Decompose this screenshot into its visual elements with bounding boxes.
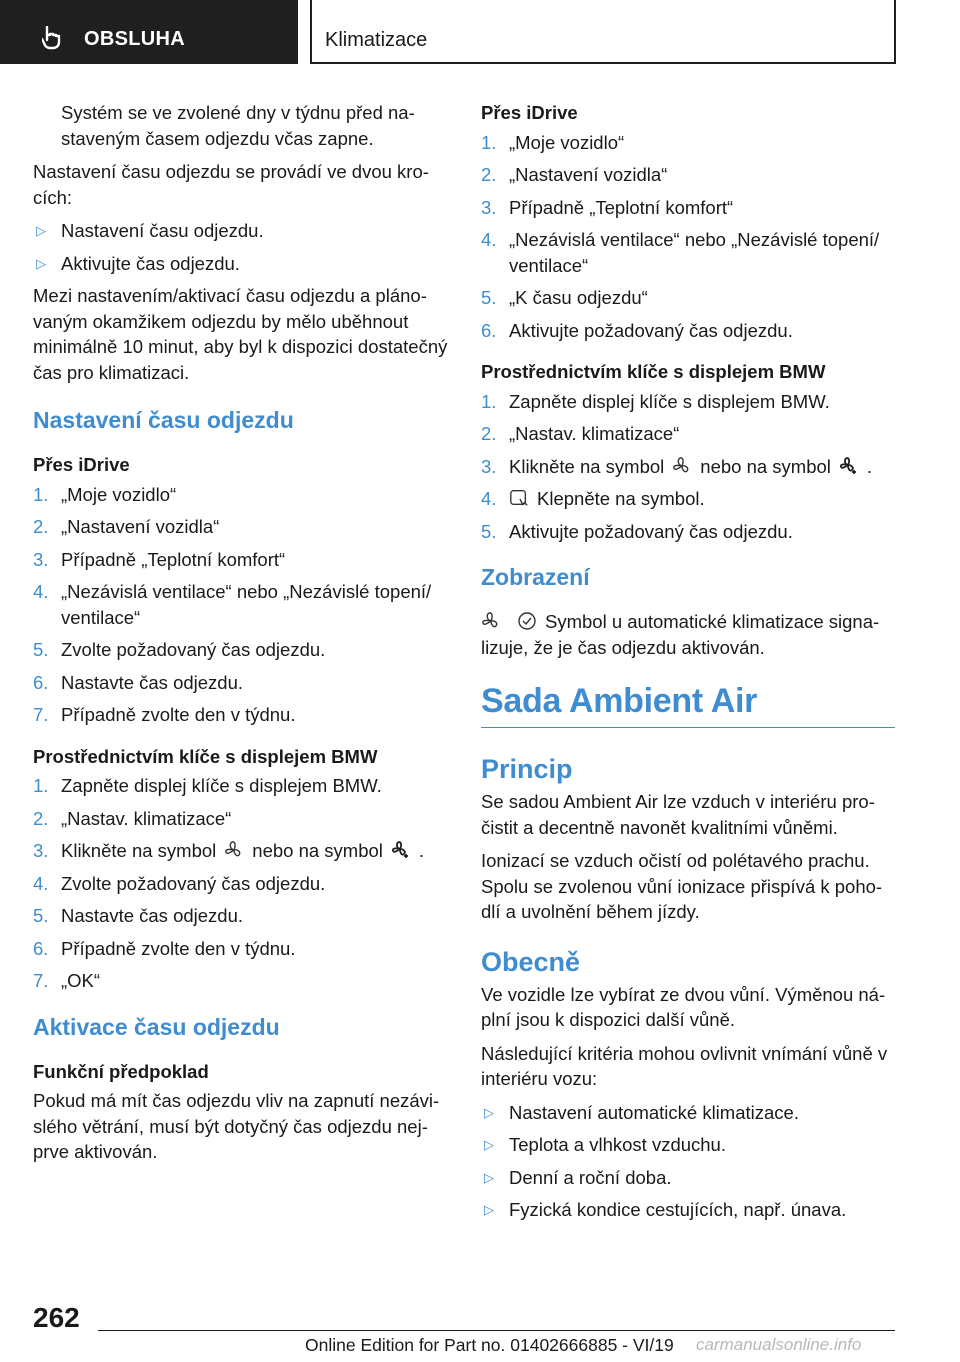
footer-rule (98, 1330, 895, 1331)
fan-timer-icon (391, 840, 411, 860)
step-item: 5. Nastavte čas odjezdu. (33, 905, 244, 926)
fan-icon (481, 611, 501, 631)
triangle-bullet-icon: ▷ (36, 255, 46, 271)
fan-icon (672, 456, 692, 476)
heading-via-idrive: Přes iDrive (481, 102, 578, 123)
step-item: 2. „Nastavení vozidla“ (33, 516, 220, 537)
step-item: 7. Případně zvolte den v týdnu. (33, 704, 296, 725)
step-item: 1. „Moje vozidlo“ (481, 131, 625, 153)
step-item: 5. „K času odjezdu“ (481, 287, 648, 308)
step-item: 6. Případně zvolte den v týdnu. (33, 937, 296, 959)
step-item: 7. „OK“ (33, 970, 101, 991)
step-item: 4. Klepněte na symbol. (481, 488, 705, 509)
step-item: 2. „Nastav. klimatizace“ (481, 423, 680, 444)
display-text: Symbol u automatické klimatizace signalizuje, že je čas odjezdu aktivován. (481, 611, 880, 658)
heading-activate-departure: Aktivace času odjezdu (33, 1013, 280, 1040)
pointing-hand-icon (42, 26, 64, 50)
list-item: ▷ Nastavení času odjezdu. (33, 218, 449, 244)
step-item: 5. Zvolte požadovaný čas odjezdu. (33, 639, 326, 660)
heading-display: Zobrazení (481, 564, 590, 590)
fan-icon (224, 840, 244, 860)
triangle-bullet-icon: ▷ (484, 1202, 494, 1217)
list-item: ▷ Denní a roční doba. (481, 1165, 895, 1191)
triangle-bullet-icon: ▷ (36, 223, 46, 238)
two-step-text: Nastavení času odjezdu se provádí ve dvou krocích: (33, 161, 429, 208)
footer-edition: Online Edition for Part no. 01402666885 - VI/19 (305, 1335, 674, 1355)
heading-via-key: Prostřednictvím klíče s displejem BMW (33, 745, 378, 767)
touch-confirm-icon (509, 488, 529, 508)
step-item: 1. Zapněte displej klíče s displejem BMW. (481, 390, 830, 412)
step-item: 3. Klikněte na symbol nebo na symbol . (481, 455, 873, 477)
heading-general: Obecně (481, 946, 581, 977)
heading-ambient-air: Sada Ambient Air (481, 682, 895, 728)
step-item: 3. Klikněte na symbol nebo na symbol . (33, 840, 425, 861)
heading-via-idrive: Přes iDrive (33, 454, 130, 475)
step-item: 1. Zapněte displej klíče s displejem BMW. (33, 775, 382, 796)
step-item: 2. „Nastavení vozidla“ (481, 164, 668, 185)
principle-text-1: Se sadou Ambient Air lze vzduch v interiéru pročistit a decentně navonět kvalitními vůněmi. (481, 791, 875, 838)
step-item: 2. „Nastav. klimatizace“ (33, 807, 232, 829)
heading-prerequisite: Funkční předpoklad (33, 1060, 209, 1082)
header-chapter-label: Klimatizace (325, 29, 428, 51)
triangle-bullet-icon: ▷ (484, 1104, 494, 1120)
step-item: 1. „Moje vozidlo“ (33, 483, 177, 505)
triangle-bullet-icon: ▷ (484, 1137, 494, 1152)
left-column (33, 100, 449, 1173)
step-item: 3. Případně „Teplotní komfort“ (33, 548, 286, 570)
list-item: ▷ Aktivujte čas odjezdu. (33, 251, 449, 277)
principle-text-2: Ionizací se vzduch očistí od polétavého prachu. Spolu se zvolenou vůní ionizace přispívá k pohodlí a uvolnění během jízdy. (481, 850, 883, 922)
check-circle-icon (517, 611, 537, 631)
prerequisite-text: Pokud má mít čas odjezdu vliv na zapnutí nezávislého větrání, musí být dotyčný čas odjezdu nejprve aktivován. (33, 1090, 440, 1162)
step-item: 4. Zvolte požadovaný čas odjezdu. (33, 872, 326, 894)
list-item: ▷ Fyzická kondice cestujících, např. únava. (481, 1197, 895, 1223)
list-item: ▷ Teplota a vlhkost vzduchu. (481, 1132, 895, 1158)
step-item: 3. Případně „Teplotní komfort“ (481, 196, 734, 218)
step-item: 6. Nastavte čas odjezdu. (33, 671, 244, 693)
general-text-2: Následující kritéria mohou ovlivnit vnímání vůně v interiéru vozu: (481, 1042, 888, 1089)
right-column (481, 100, 895, 1230)
step-item: 4. „Nezávislá ventilace“ nebo „Nezávislé topení/ ventilace“ (33, 581, 432, 628)
page-number: 262 (33, 1302, 80, 1333)
heading-principle: Princip (481, 754, 573, 784)
step-item: 4. „Nezávislá ventilace“ nebo „Nezávislé topení/ ventilace“ (481, 229, 880, 276)
list-item: ▷ Nastavení automatické klimatizace. (481, 1100, 895, 1126)
footer-watermark: carmanualsonline.info (696, 1335, 862, 1354)
step-item: 5. Aktivujte požadovaný čas odjezdu. (481, 520, 793, 542)
timing-text: Mezi nastavením/aktivací času odjezdu a plánovaným okamžikem odjezdu by mělo uběhnout minimálně 10 minut, aby byl k dispozici dostatečný čas pro klimatizaci. (33, 285, 448, 383)
triangle-bullet-icon: ▷ (484, 1169, 494, 1185)
intro-text: Systém se ve zvolené dny v týdnu před nastaveným časem odjezdu včas zapne. (61, 102, 415, 149)
general-text-1: Ve vozidle lze vybírat ze dvou vůní. Výměnou náplní jsou k dispozici další vůně. (481, 983, 886, 1030)
step-item: 6. Aktivujte požadovaný čas odjezdu. (481, 319, 793, 341)
heading-set-departure: Nastavení času odjezdu (33, 407, 294, 433)
heading-via-key: Prostřednictvím klíče s displejem BMW (481, 361, 826, 382)
fan-timer-icon (839, 456, 859, 476)
header-section-label: OBSLUHA (84, 28, 185, 50)
